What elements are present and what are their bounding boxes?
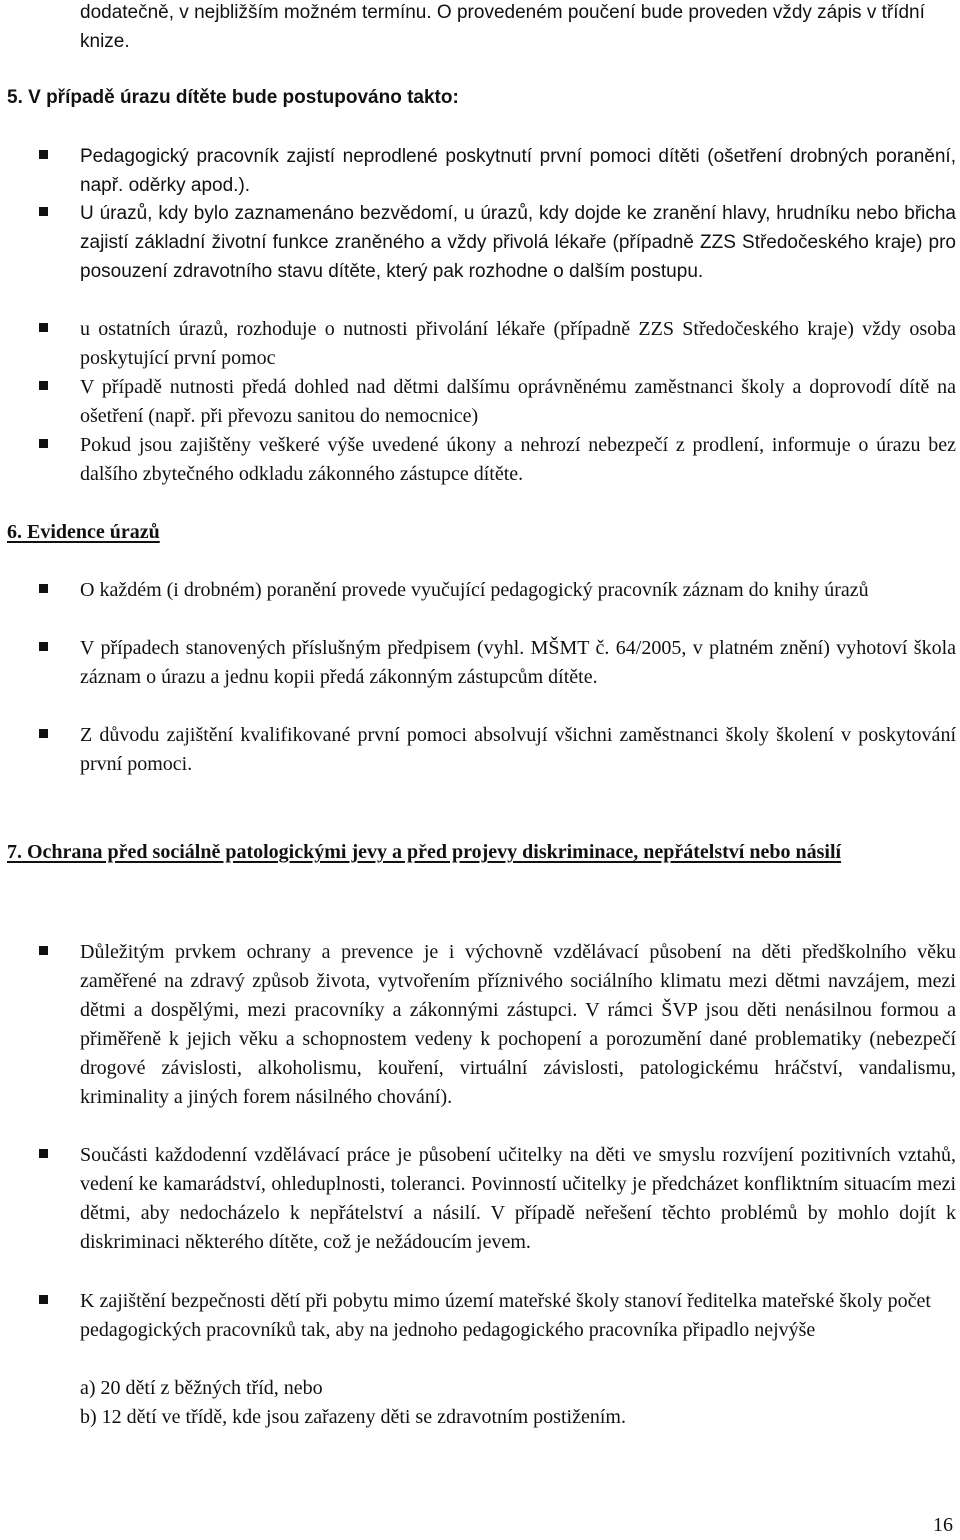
section-5-item: V případě nutnosti předá dohled nad dětmi dalšímu oprávněnému zaměstnanci školy a doprovodí dítě na ošetření (např. při převozu sanitou do nemocnice)	[80, 376, 956, 427]
section-7-sub-b: b) 12 dětí ve třídě, kde jsou zařazeny děti se zdravotním postižením.	[80, 1406, 626, 1428]
section-7-item: K zajištění bezpečnosti dětí při pobytu mimo území mateřské školy stanoví ředitelka mateřské školy počet pedagogických pracovníků tak, aby na jednoho pedagogického pracovníka připadlo nejvýše	[80, 1290, 931, 1341]
section-7-item: Součásti každodenní vzdělávací práce je působení učitelky na děti ve smyslu rozvíjení pozitivních vztahů, vedení ke kamarádství, ohleduplnosti, toleranci. Povinností učitelky je předcházet konfliktním situacím mezi dětmi, aby nedocházelo k nepřátelství a násilí. V případě neřešení těchto problémů by mohlo dojít k diskriminaci některého dítěte, což je nežádoucím jevem.	[80, 1144, 956, 1253]
bullet-icon	[39, 729, 48, 738]
section-7-sub-a: a) 20 dětí z běžných tříd, nebo	[80, 1377, 323, 1399]
bullet-icon	[39, 381, 48, 390]
section-6-item: O každém (i drobném) poranění provede vyučující pedagogický pracovník záznam do knihy úrazů	[80, 579, 869, 601]
section-7-heading	[7, 838, 957, 867]
bullet-icon	[39, 439, 48, 448]
bullet-icon	[39, 946, 48, 955]
bullet-icon	[39, 207, 48, 216]
bullet-icon	[39, 642, 48, 651]
section-6-heading	[7, 518, 957, 547]
page-number: 16	[933, 1514, 953, 1536]
section-7-item: Důležitým prvkem ochrany a prevence je i výchovně vzdělávací působení na děti předškolního věku zaměřené na zdravý způsob života, vytvořením příznivého sociálního klimatu mezi dětmi navzájem, mezi dětmi a dospělými, mezi pracovníky a zákonnými zástupci. V rámci ŠVP jsou děti nenásilnou formou a přiměřeně k jejich věku a schopnostem vedeny k pochopení a porozumění dané problematiky (nebezpečí drogové závislosti, alkoholismu, kouření, virtuální závislosti, patologickému hráčství, vandalismu, kriminality a jiných forem násilného chování).	[80, 941, 956, 1108]
section-5-heading: 5. V případě úrazu dítěte bude postupováno takto:	[7, 87, 459, 108]
bullet-icon	[39, 584, 48, 593]
section-6-heading-text: 6. Evidence úrazů	[7, 521, 160, 543]
bullet-icon	[39, 1149, 48, 1158]
intro-paragraph: dodatečně, v nejbližším možném termínu. O provedeném poučení bude proveden vždy zápis v třídní knize.	[80, 2, 925, 52]
bullet-icon	[39, 150, 48, 159]
section-5-item: U úrazů, kdy bylo zaznamenáno bezvědomí, u úrazů, kdy dojde ke zranění hlavy, hrudníku nebo břicha zajistí základní životní funkce zraněného a vždy přivolá lékaře (případně ZZS Středočeského kraje) pro posouzení zdravotního stavu dítěte, který pak rozhodne o dalším postupu.	[80, 203, 956, 282]
bullet-icon	[39, 323, 48, 332]
section-7-heading-text: 7. Ochrana před sociálně patologickými jevy a před projevy diskriminace, nepřátelství nebo násilí	[7, 841, 842, 863]
section-5-item: Pokud jsou zajištěny veškeré výše uvedené úkony a nehrozí nebezpečí z prodlení, informuje o úrazu bez dalšího zbytečného odkladu zákonného zástupce dítěte.	[80, 434, 956, 485]
section-5-item: Pedagogický pracovník zajistí neprodlené poskytnutí první pomoci dítěti (ošetření drobných poranění, např. oděrky apod.).	[80, 146, 956, 196]
section-6-item: V případech stanovených příslušným předpisem (vyhl. MŠMT č. 64/2005, v platném znění) vyhotoví škola záznam o úrazu a jednu kopii předá zákonným zástupcům dítěte.	[80, 637, 956, 688]
bullet-icon	[39, 1295, 48, 1304]
section-6-item: Z důvodu zajištění kvalifikované první pomoci absolvují všichni zaměstnanci školy školení v poskytování první pomoci.	[80, 724, 956, 775]
section-5-item: u ostatních úrazů, rozhoduje o nutnosti přivolání lékaře (případně ZZS Středočeského kraje) vždy osoba poskytující první pomoc	[80, 318, 956, 369]
